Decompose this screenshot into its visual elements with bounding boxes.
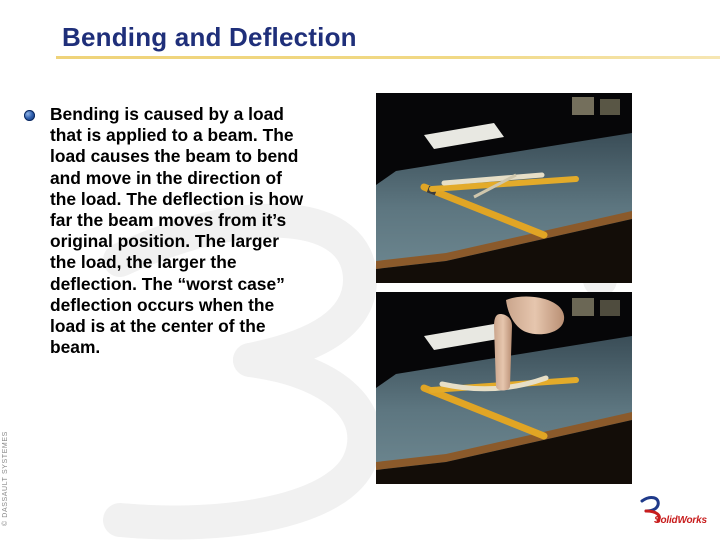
title-underline [56, 56, 720, 59]
photo-beam-loaded [376, 292, 632, 484]
bullet-icon [24, 110, 35, 121]
vertical-copyright: © DASSAULT SYSTEMES [2, 431, 9, 526]
solidworks-logo [638, 495, 716, 535]
slide-title: Bending and Deflection [62, 22, 357, 52]
bullet-text: Bending is caused by a load that is applied to a beam. The load causes the beam to bend and move in the direction of the load. The deflection is how far the beam moves from it’s original position. The larger the load, the larger the deflection. The “worst case” deflection occurs when the load is at the center of the beam. [50, 104, 304, 358]
logo-text: SolidWorks [654, 515, 707, 526]
photo-beam-unloaded [376, 93, 632, 283]
